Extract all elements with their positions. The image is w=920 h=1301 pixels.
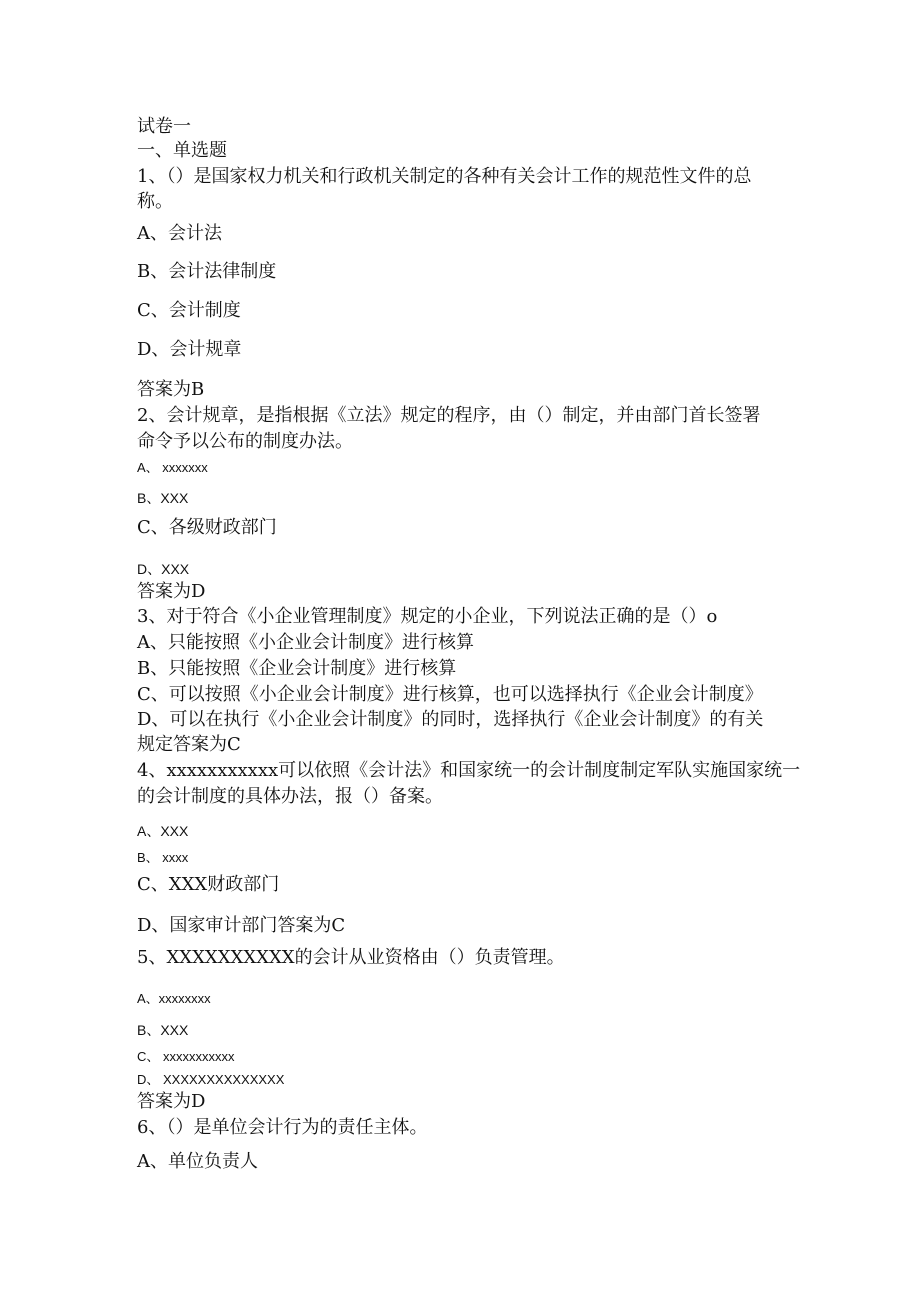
question-3-option-b: B、只能按照《企业会计制度》进行核算: [137, 658, 457, 679]
question-1-option-d: D、会计规章: [137, 339, 242, 360]
question-1-answer: 答案为B: [137, 379, 205, 400]
question-3-line-1: 3、对于符合《小企业管理制度》规定的小企业，下列说法正确的是（）o: [137, 606, 718, 627]
question-5-line-1: 5、XXXXXXXXXX的会计从业资格由（）负责管理。: [137, 947, 565, 968]
question-3-option-d-line-2: 规定答案为C: [137, 734, 241, 755]
question-1-line-1: 1、（）是国家权力机关和行政机关制定的各种有关会计工作的规范性文件的总: [137, 166, 752, 187]
section-heading: 一、单选题: [137, 140, 227, 161]
question-5-answer: 答案为D: [137, 1091, 206, 1112]
question-4-line-2: 的会计制度的具体办法，报（）备案。: [137, 786, 443, 807]
question-6-line-1: 6、（）是单位会计行为的责任主体。: [137, 1117, 428, 1138]
question-4-option-d: D、国家审计部门答案为C: [137, 915, 346, 936]
question-2-line-1: 2、会计规章，是指根据《立法》规定的程序，由（）制定，并由部门首长签署: [137, 405, 761, 426]
question-4-option-b: B、 xxxx: [137, 850, 189, 865]
question-3-option-a: A、只能按照《小企业会计制度》进行核算: [137, 632, 474, 653]
question-2-line-2: 命令予以公布的制度办法。: [137, 431, 353, 452]
question-4-option-a: A、XXX: [137, 823, 189, 839]
question-1-option-c: C、会计制度: [137, 300, 241, 321]
question-2-option-b: B、XXX: [137, 490, 189, 506]
question-1-line-2: 称。: [137, 191, 173, 212]
question-1-option-b: B、会计法律制度: [137, 261, 277, 282]
question-5-option-a: A、xxxxxxxx: [137, 991, 211, 1006]
question-3-option-d-line-1: D、可以在执行《小企业会计制度》的同时，选择执行《企业会计制度》的有关: [137, 709, 764, 730]
question-6-option-a: A、单位负责人: [137, 1151, 258, 1172]
question-2-answer: 答案为D: [137, 581, 206, 602]
question-5-option-b: B、XXX: [137, 1022, 189, 1038]
question-3-option-c: C、可以按照《小企业会计制度》进行核算，也可以选择执行《企业会计制度》: [137, 684, 763, 705]
question-2-option-a: A、 xxxxxxx: [137, 460, 208, 475]
question-2-option-d: D、XXX: [137, 561, 190, 577]
paper-title: 试卷一: [137, 116, 191, 137]
question-5-option-d: D、 XXXXXXXXXXXXXX: [137, 1072, 285, 1087]
question-4-line-1: 4、xxxxxxxxxxx可以依照《会计法》和国家统一的会计制度制定军队实施国家统一: [137, 760, 801, 781]
question-5-option-c: C、 xxxxxxxxxxx: [137, 1049, 235, 1064]
question-4-option-c: C、XXX财政部门: [137, 874, 280, 895]
question-2-option-c: C、各级财政部门: [137, 517, 277, 538]
question-1-option-a: A、会计法: [137, 223, 222, 244]
